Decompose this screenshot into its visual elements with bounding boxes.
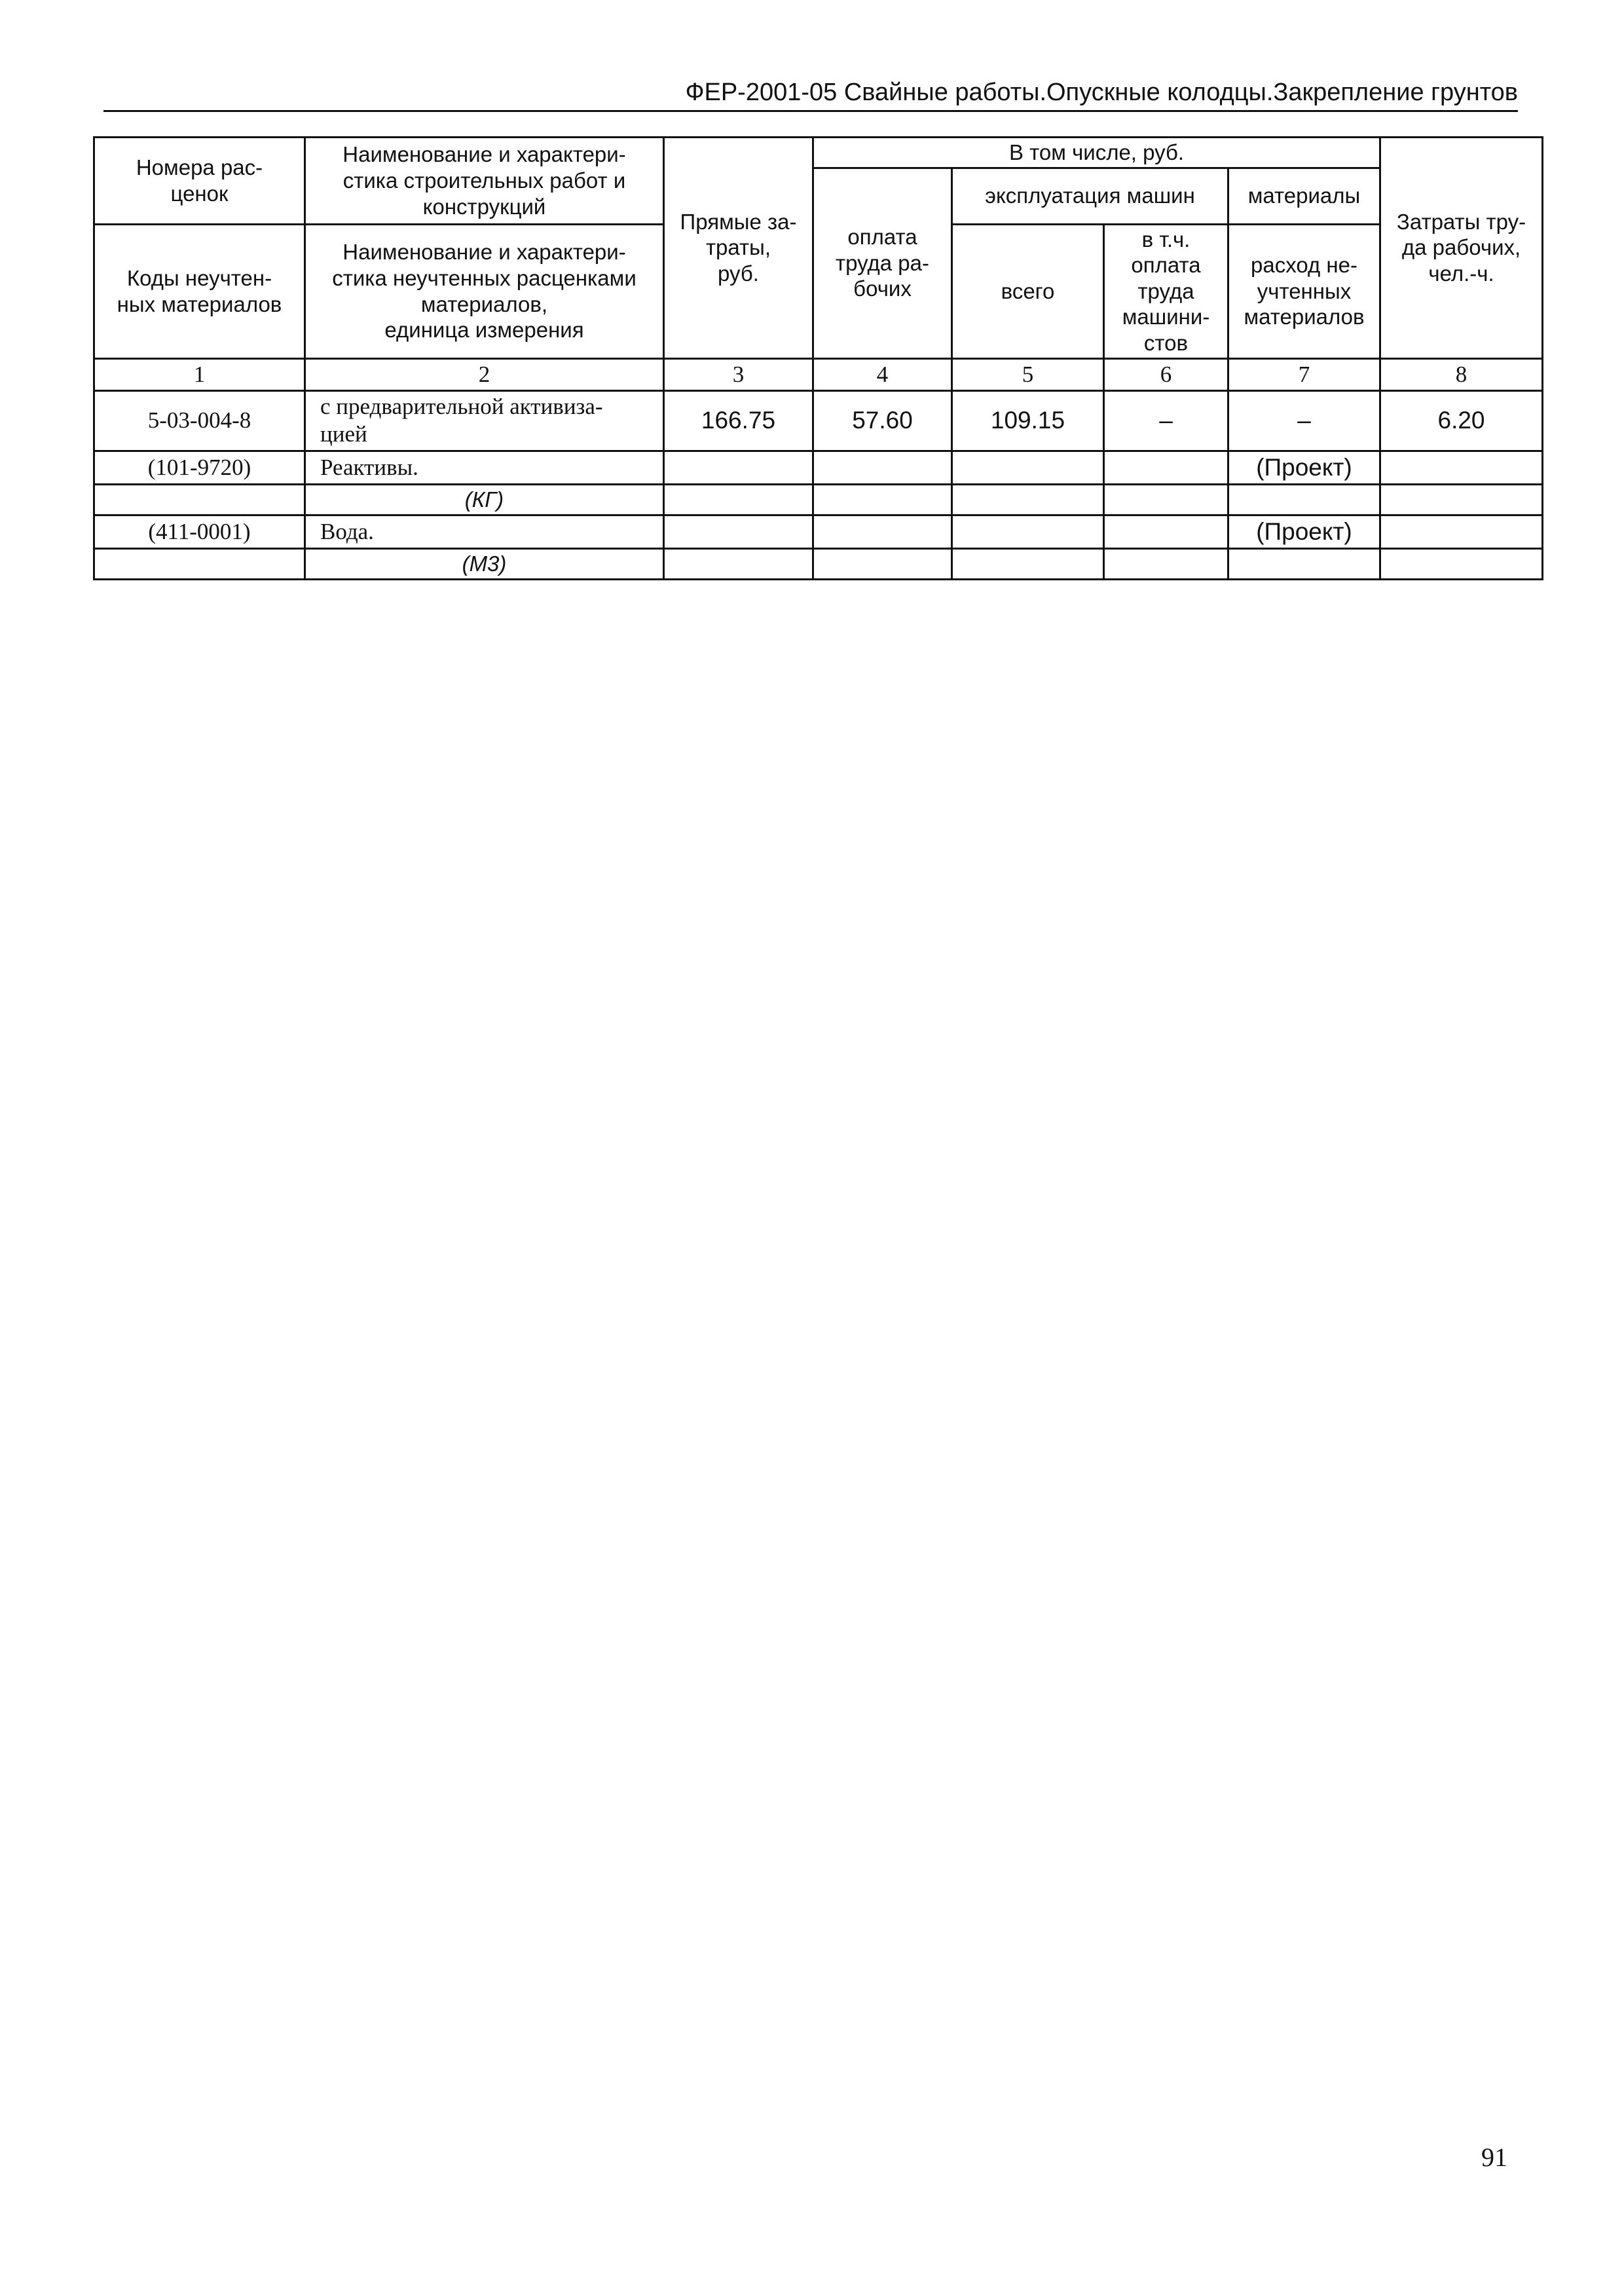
- column-number: 3: [664, 358, 813, 390]
- header-materials: материалы: [1228, 168, 1380, 224]
- material-name: Вода.: [305, 515, 664, 548]
- header-machines: эксплуатация машин: [952, 168, 1228, 224]
- column-number: 2: [305, 358, 664, 390]
- header-machines-total: всего: [952, 224, 1104, 358]
- column-number: 1: [94, 358, 305, 390]
- header-codes: Номера рас- ценок: [94, 138, 305, 225]
- header-rule: [103, 110, 1518, 112]
- material-unit: (М3): [305, 548, 664, 579]
- wages-value: 57.60: [813, 390, 952, 451]
- header-including: В том числе, руб.: [813, 138, 1380, 168]
- material-code: (411-0001): [94, 515, 305, 548]
- machines-total-value: 109.15: [952, 390, 1104, 451]
- material-unit-row: [94, 548, 1543, 579]
- column-number: 4: [813, 358, 952, 390]
- material-row: [94, 515, 1543, 548]
- rates-table: [93, 136, 1543, 580]
- header-direct-costs: Прямые за- траты, руб.: [664, 138, 813, 359]
- column-number: 8: [1380, 358, 1543, 390]
- material-code: (101-9720): [94, 451, 305, 484]
- table-row: [94, 390, 1543, 451]
- column-number: 5: [952, 358, 1104, 390]
- materials-value: –: [1228, 390, 1380, 451]
- column-number-row: [94, 358, 1543, 390]
- header-material-codes: Коды неучтен- ных материалов: [94, 224, 305, 358]
- material-unit-row: [94, 484, 1543, 515]
- column-number: 6: [1104, 358, 1228, 390]
- header-wages: оплата труда ра- бочих: [813, 168, 952, 358]
- rate-code: 5-03-004-8: [94, 390, 305, 451]
- material-row: [94, 451, 1543, 484]
- running-head: ФЕР-2001-05 Свайные работы.Опускные колодцы.Закрепление грунтов: [685, 79, 1518, 106]
- material-name: Реактивы.: [305, 451, 664, 484]
- header-labor-costs: Затраты тру- да рабочих, чел.-ч.: [1380, 138, 1543, 359]
- column-number: 7: [1228, 358, 1380, 390]
- header-machinists-wages: в т.ч. оплата труда машини- стов: [1104, 224, 1228, 358]
- material-note: (Проект): [1228, 451, 1380, 484]
- labor-costs-value: 6.20: [1380, 390, 1543, 451]
- header-material-name: Наименование и характери- стика неучтенных расценками материалов, единица измерения: [305, 224, 664, 358]
- header-work-name: Наименование и характери- стика строительных работ и конструкций: [305, 138, 664, 225]
- material-note: (Проект): [1228, 515, 1380, 548]
- material-unit: (КГ): [305, 484, 664, 515]
- header-unaccounted-materials: расход не- учтенных материалов: [1228, 224, 1380, 358]
- machinists-wages-value: –: [1104, 390, 1228, 451]
- direct-costs-value: 166.75: [664, 390, 813, 451]
- rate-name: с предварительной активиза- цией: [305, 390, 664, 451]
- page-number: 91: [1481, 2142, 1507, 2172]
